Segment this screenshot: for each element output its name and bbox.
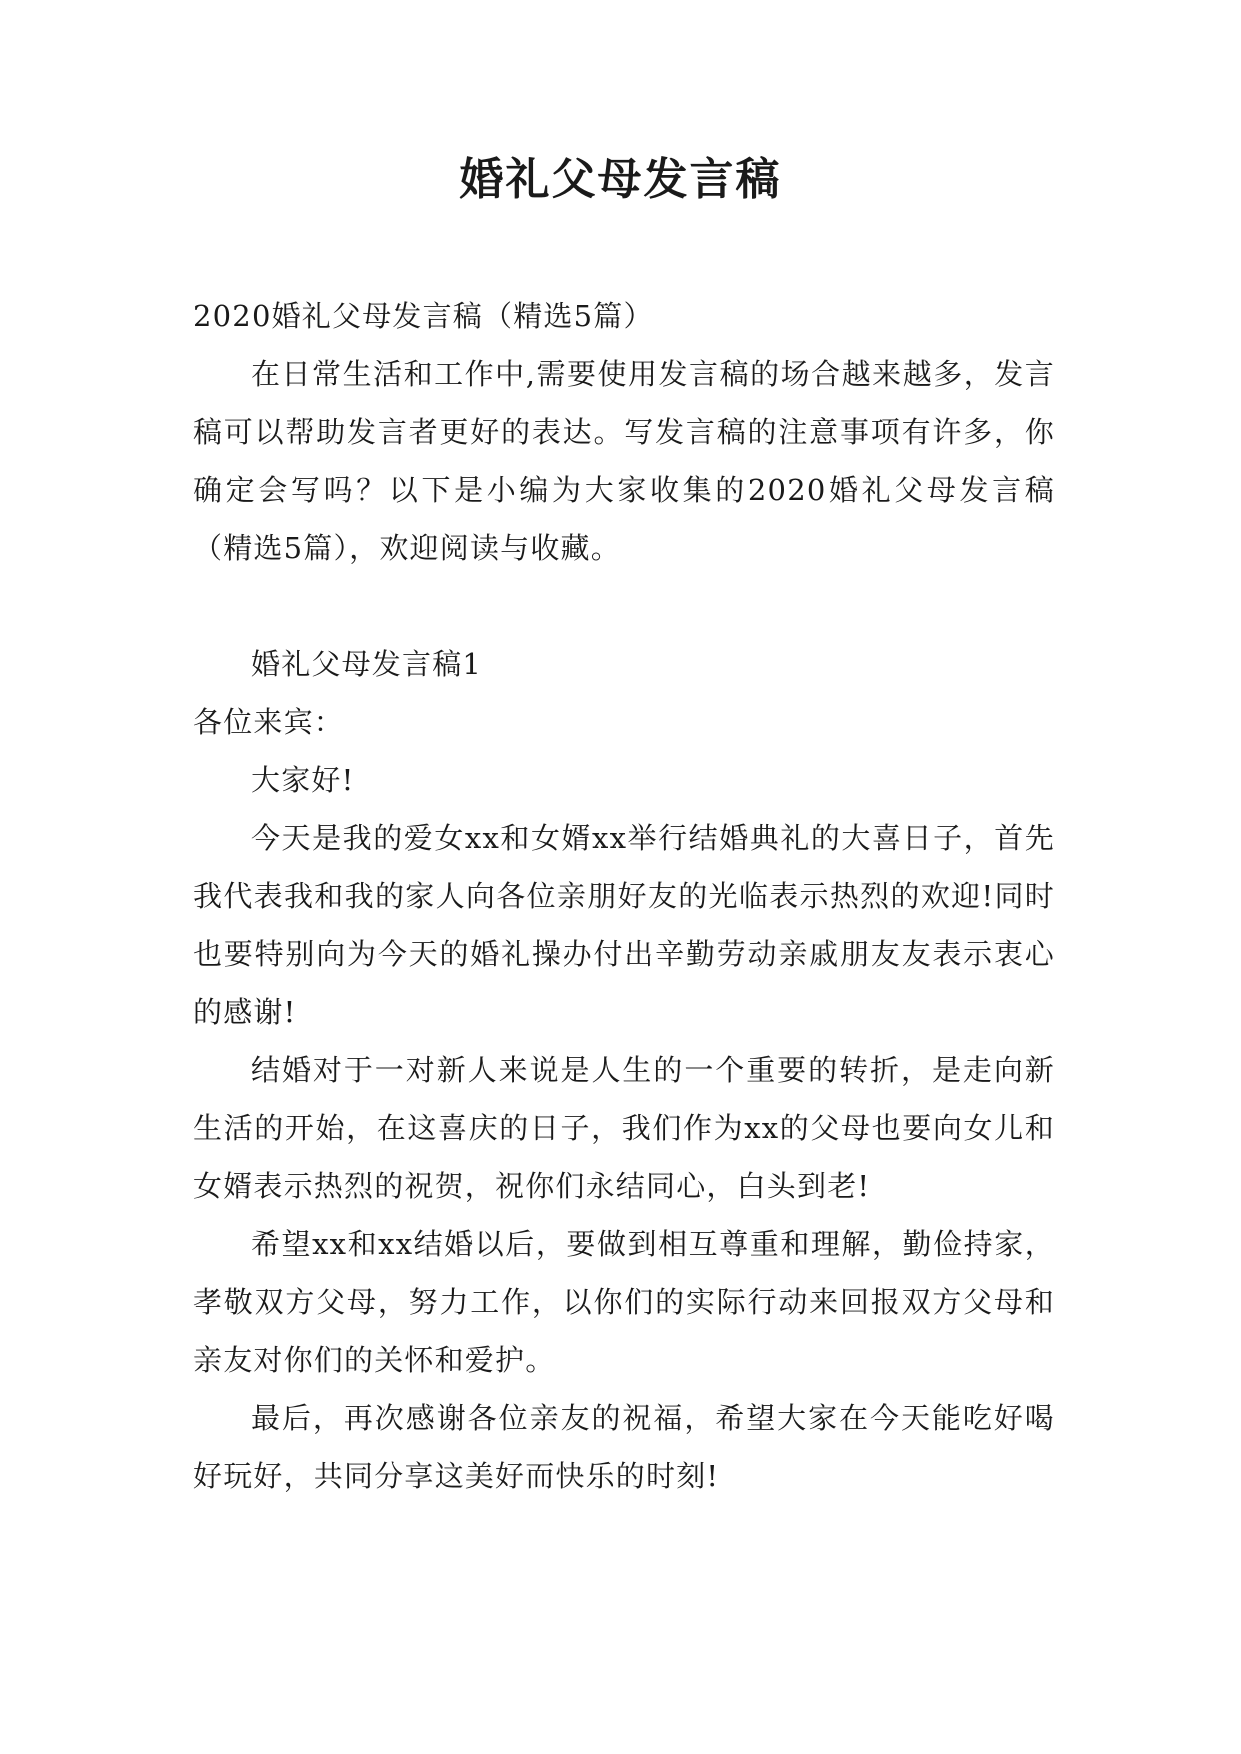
body-paragraph: 希望xx和xx结婚以后，要做到相互尊重和理解，勤俭持家，孝敬双方父母，努力工作，以你们的实际行动来回报双方父母和亲友对你们的关怀和爱护。 — [193, 1227, 1055, 1377]
section-heading: 婚礼父母发言稿1 — [251, 647, 483, 681]
intro-paragraph: 在日常生活和工作中,需要使用发言稿的场合越来越多，发言稿可以帮助发言者更好的表达。写发言稿的注意事项有许多，你确定会写吗？以下是小编为大家收集的2020婚礼父母发言稿（精选5篇），欢迎阅读与收藏。 — [193, 357, 1055, 565]
section-spacer — [193, 577, 1055, 635]
document-subtitle: 2020婚礼父母发言稿（精选5篇） — [193, 299, 654, 333]
document-title: 婚礼父母发言稿 — [459, 154, 782, 205]
body-paragraph: 今天是我的爱女xx和女婿xx举行结婚典礼的大喜日子，首先我代表我和我的家人向各位亲朋好友的光临表示热烈的欢迎!同时也要特别向为今天的婚礼操办付出辛勤劳动亲戚朋友友表示衷心的感谢! — [193, 821, 1055, 1029]
body-paragraph: 结婚对于一对新人来说是人生的一个重要的转折，是走向新生活的开始，在这喜庆的日子，我们作为xx的父母也要向女儿和女婿表示热烈的祝贺，祝你们永结同心，白头到老! — [193, 1053, 1055, 1203]
document-body — [193, 287, 1055, 1505]
salutation: 各位来宾： — [193, 705, 345, 739]
body-paragraph: 最后，再次感谢各位亲友的祝福，希望大家在今天能吃好喝好玩好，共同分享这美好而快乐的时刻! — [193, 1401, 1055, 1493]
greeting: 大家好! — [251, 763, 355, 797]
